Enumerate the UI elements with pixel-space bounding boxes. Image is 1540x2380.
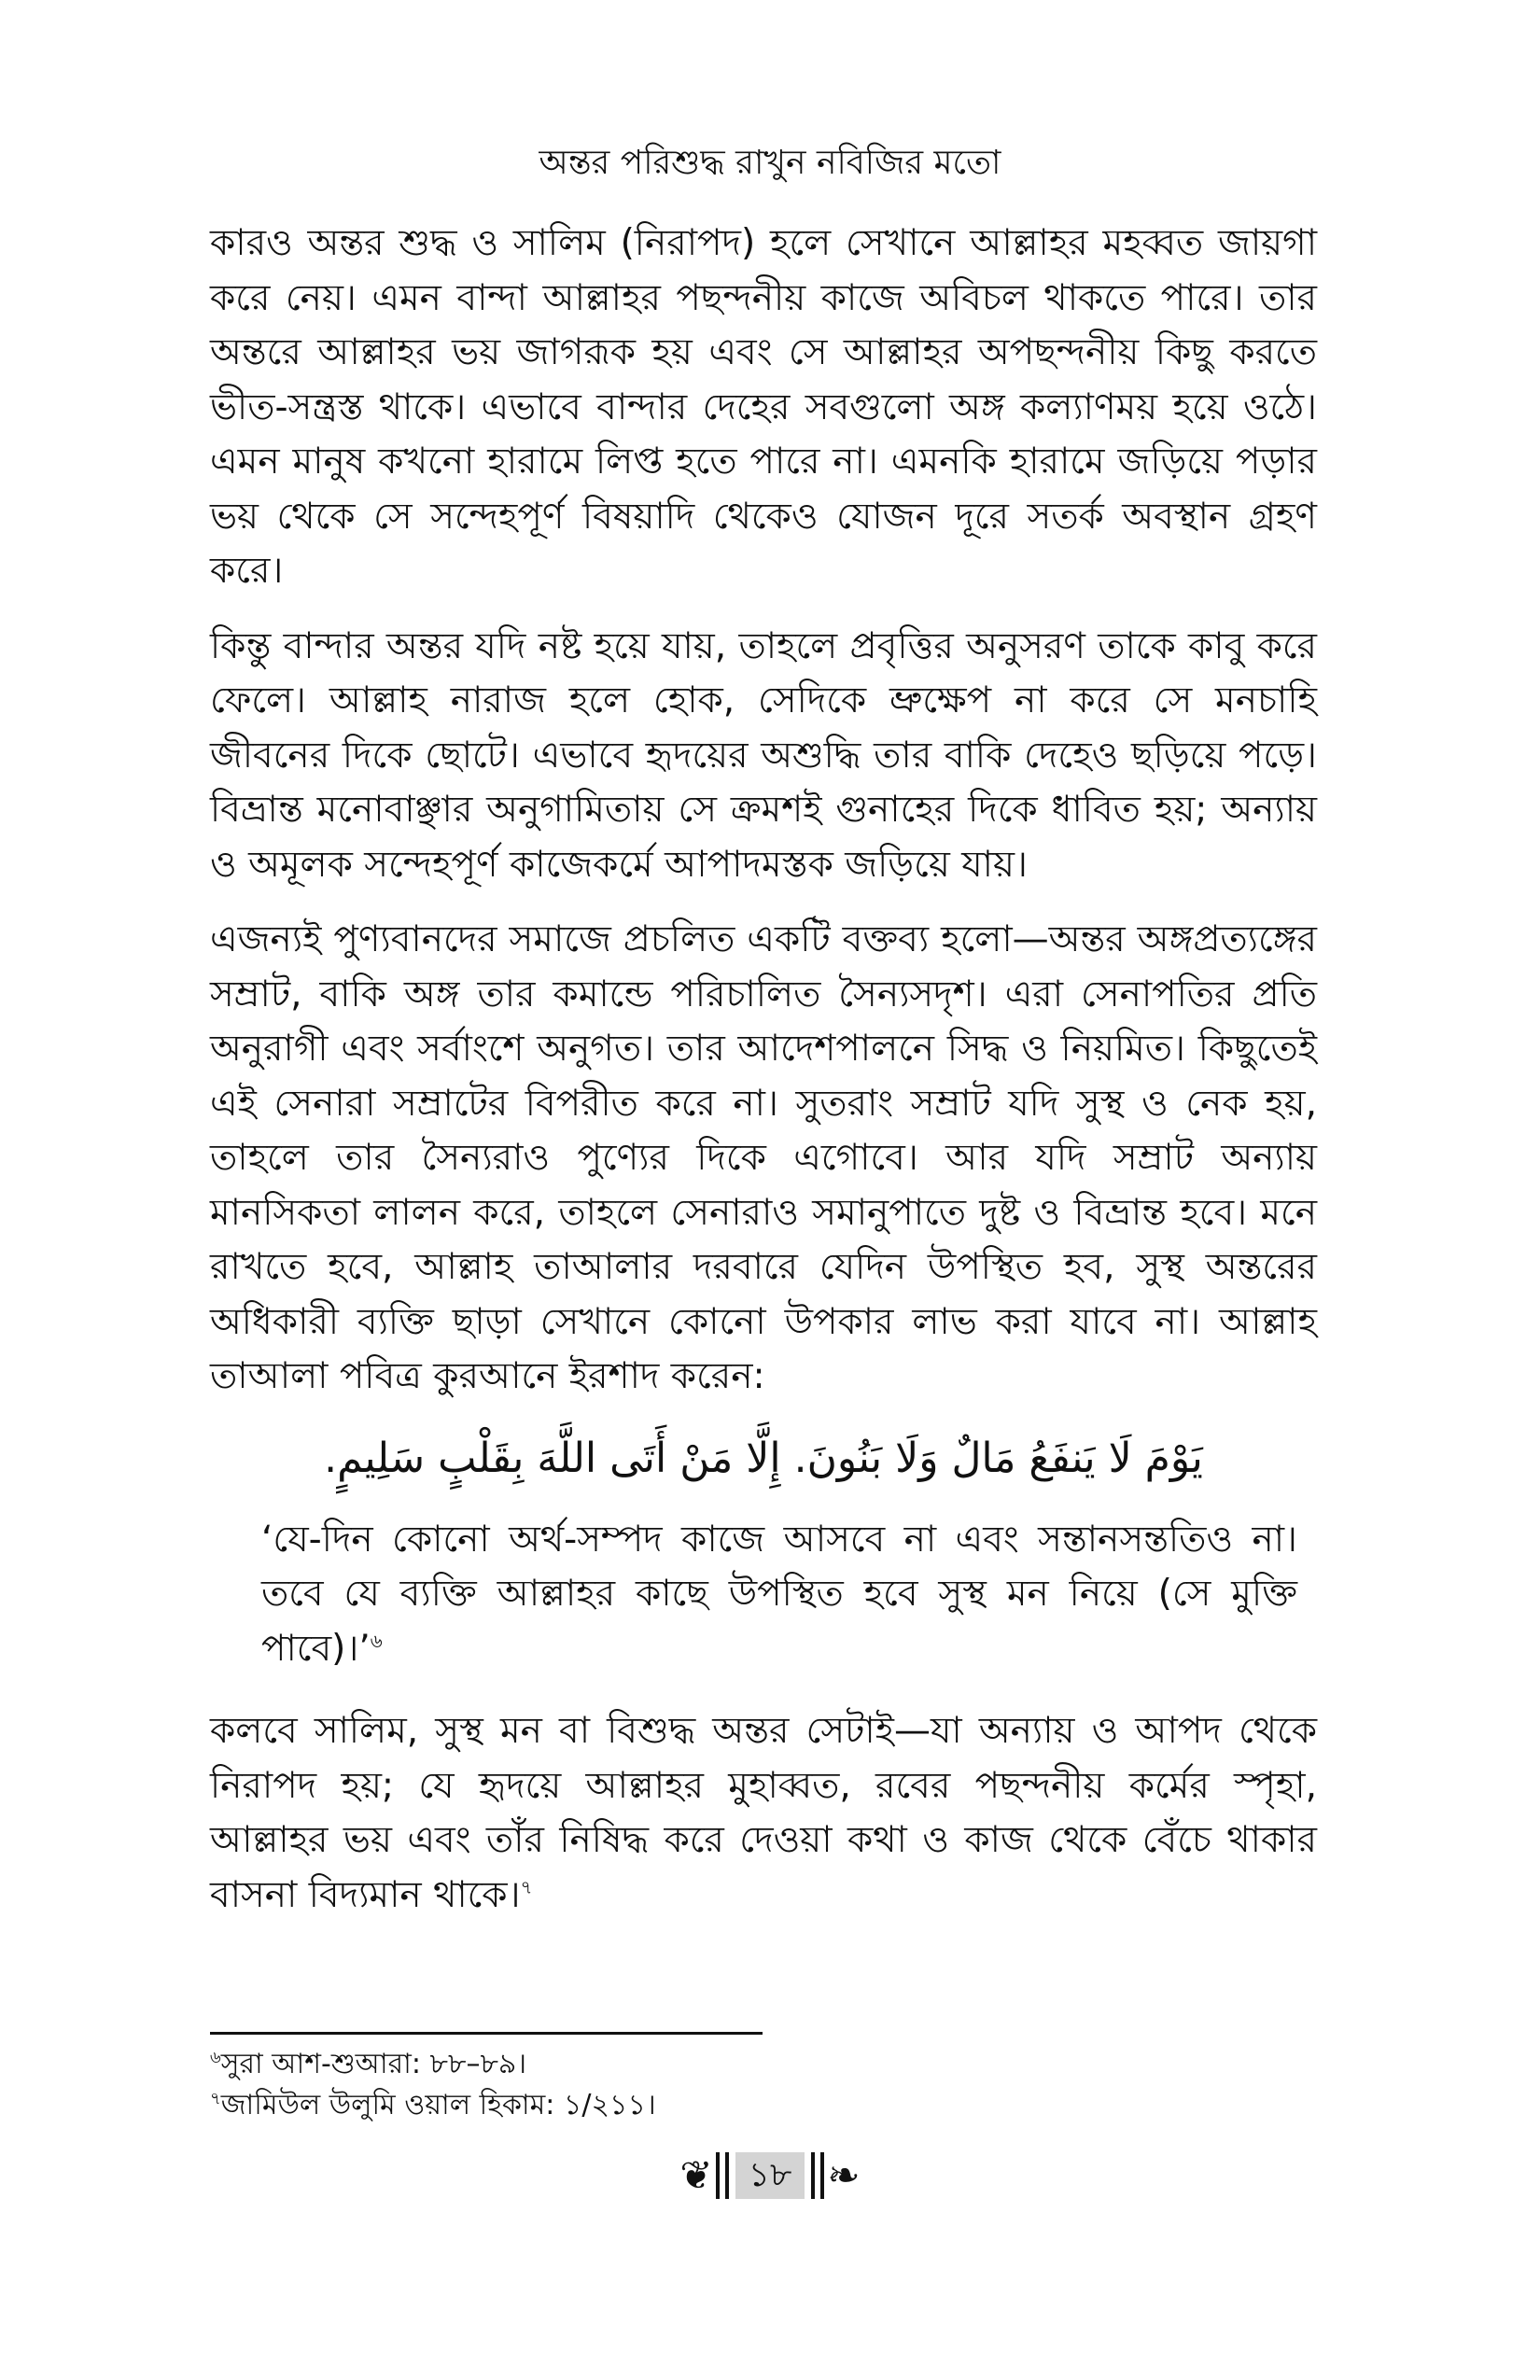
page-footer bbox=[0, 2151, 1540, 2200]
verse-translation-text: ‘যে-দিন কোনো অর্থ-সম্পদ কাজে আসবে না এবং সন্তানসন্ততিও না। তবে যে ব্যক্তি আল্লাহর কাছে উপস্থিত হবে সুস্থ মন নিয়ে (সে মুক্তি পাবে)।’ bbox=[261, 1518, 1297, 1670]
divider-bar bbox=[820, 2152, 824, 2199]
paragraph-1: কারও অন্তর শুদ্ধ ও সালিম (নিরাপদ) হলে সেখানে আল্লাহর মহব্বত জায়গা করে নেয়। এমন বান্দা আল্লাহর পছন্দনীয় কাজে অবিচল থাকতে পারে। তার অন্তরে আল্লাহর ভয় জাগরূক হয় এবং সে আল্লাহর অপছন্দনীয় কিছু করতে ভীত-সন্ত্রস্ত থাকে। এভাবে বান্দার দেহের সবগুলো অঙ্গ কল্যাণময় হয়ে ওঠে। এমন মানুষ কখনো হারামে লিপ্ত হতে পারে না। এমনকি হারামে জড়িয়ে পড়ার ভয় থেকে সে সন্দেহপূর্ণ বিষয়াদি থেকেও যোজন দূরে সতর্ক অবস্থান গ্রহণ করে। bbox=[210, 222, 1317, 592]
closing-paragraph bbox=[210, 1704, 1317, 1923]
footnote-text: জামিউল উলুমি ওয়াল হিকাম: ১/২১১। bbox=[220, 2089, 656, 2121]
arabic-verse: يَوْمَ لَا يَنفَعُ مَالٌ وَلَا بَنُونَ. إِلَّا مَنْ أَتَى اللَّهَ بِقَلْبٍ سَلِيمٍ. bbox=[324, 1434, 1203, 1482]
closing-paragraph-text: কলবে সালিম, সুস্থ মন বা বিশুদ্ধ অন্তর সেটাই—যা অন্যায় ও আপদ থেকে নিরাপদ হয়; যে হৃদয়ে আল্লাহর মুহাব্বত, রবের পছন্দনীয় কর্মের স্পৃহা, আল্লাহর ভয় এবং তাঁর নিষিদ্ধ করে দেওয়া কথা ও কাজ থেকে বেঁচে থাকার বাসনা বিদ্যমান থাকে। bbox=[210, 1710, 1317, 1916]
footnote-text: সুরা আশ-শুআরা: ৮৮–৮৯। bbox=[220, 2048, 527, 2080]
paragraph-3: এজন্যই পুণ্যবানদের সমাজে প্রচলিত একটি বক্তব্য হলো—অন্তর অঙ্গপ্রত্যঙ্গের সম্রাট, বাকি অঙ্গ তার কমান্ডে পরিচালিত সৈন্যসদৃশ। এরা সেনাপতির প্রতি অনুরাগী এবং সর্বাংশে অনুগত। তার আদেশপালনে সিদ্ধ ও নিয়মিত। কিছুতেই এই সেনারা সম্রাটের বিপরীত করে না। সুতরাং সম্রাট যদি সুস্থ ও নেক হয়, তাহলে তার সৈন্যরাও পুণ্যের দিকে এগোবে। আর যদি সম্রাট অন্যায় মানসিকতা লালন করে, তাহলে সেনারাও সমানুপাতে দুষ্ট ও বিভ্রান্ত হবে। মনে রাখতে হবে, আল্লাহ তাআলার দরবারে যেদিন উপস্থিত হব, সুস্থ অন্তরের অধিকারী ব্যক্তি ছাড়া সেখানে কোনো উপকার লাভ করা যাবে না। আল্লাহ তাআলা পবিত্র কুরআনে ইরশাদ করেন: bbox=[210, 918, 1317, 1397]
page-number: ১৮ bbox=[735, 2152, 805, 2199]
footnote-divider bbox=[210, 2032, 763, 2035]
footnotes bbox=[210, 2044, 1317, 2126]
footnote-6 bbox=[210, 2044, 1317, 2085]
ornament-left-icon: ❦ bbox=[679, 2152, 713, 2198]
body-text bbox=[210, 217, 1317, 1943]
footnote-ref-6: ৬ bbox=[370, 1629, 383, 1652]
footnote-ref-7: ৭ bbox=[520, 1875, 533, 1898]
verse-translation bbox=[261, 1513, 1297, 1677]
ornament-right-icon: ❧ bbox=[827, 2152, 861, 2198]
divider-bar bbox=[811, 2152, 815, 2199]
footnote-number: ৭ bbox=[210, 2089, 221, 2108]
footnote-7 bbox=[210, 2085, 1317, 2126]
divider-bar bbox=[716, 2152, 720, 2199]
running-header: অন্তর পরিশুদ্ধ রাখুন নবিজির মতো bbox=[539, 144, 1001, 182]
footnote-number: ৬ bbox=[210, 2048, 221, 2067]
paragraph-2: কিন্তু বান্দার অন্তর যদি নষ্ট হয়ে যায়, তাহলে প্রবৃত্তির অনুসরণ তাকে কাবু করে ফেলে। আল্লাহ নারাজ হলে হোক, সেদিকে ভ্রুক্ষেপ না করে সে মনচাহি জীবনের দিকে ছোটে। এভাবে হৃদয়ের অশুদ্ধি তার বাকি দেহেও ছড়িয়ে পড়ে। বিভ্রান্ত মনোবাঞ্ছার অনুগামিতায় সে ক্রমশই গুনাহের দিকে ধাবিত হয়; অন্যায় ও অমূলক সন্দেহপূর্ণ কাজেকর্মে আপাদমস্তক জড়িয়ে যায়। bbox=[210, 624, 1317, 886]
divider-bar bbox=[725, 2152, 729, 2199]
